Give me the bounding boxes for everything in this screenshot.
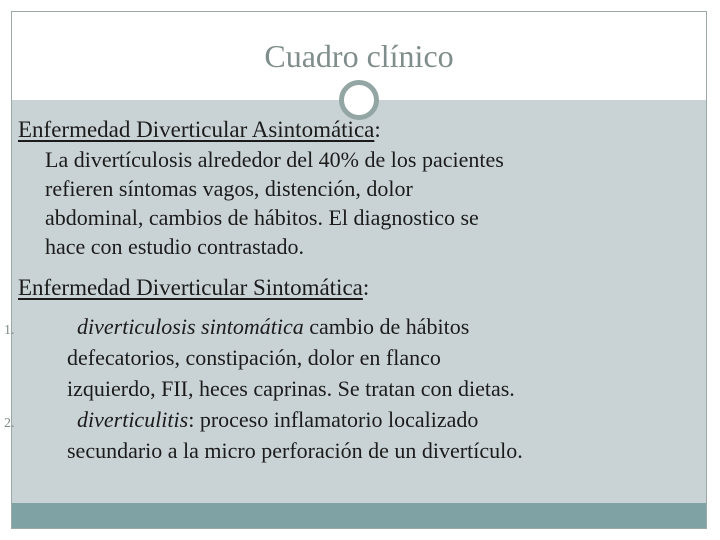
section2-heading-colon: : <box>362 275 370 300</box>
list-number: 2. <box>4 416 15 431</box>
section1-line: hace con estudio contrastado. <box>45 234 305 259</box>
list-item-term: diverticulosis sintomática <box>77 314 304 339</box>
list-item-line: defecatorios, constipación, dolor en flanco <box>67 345 441 370</box>
section1-heading-colon: : <box>374 117 381 142</box>
section1-line: refieren síntomas vagos, distención, dolor <box>45 176 413 201</box>
section1-line: La divertículosis alrededor del 40% de los pacientes <box>45 147 504 172</box>
section1-line: abdominal, cambios de hábitos. El diagnostico se <box>45 205 479 230</box>
divider-circle-ornament <box>339 80 379 120</box>
list-item-first-line <box>77 405 478 434</box>
section2-heading <box>18 275 369 301</box>
list-item-line: secundario a la micro perforación de un divertículo. <box>67 438 523 463</box>
section2-heading-text: Enfermedad Diverticular Sintomática <box>18 275 363 300</box>
list-item-term: diverticulitis <box>77 407 189 432</box>
list-item-line: izquierdo, FII, heces caprinas. Se tratan con dietas. <box>67 376 515 401</box>
section1-heading-text: Enfermedad Diverticular Asintomática <box>18 117 375 142</box>
list-number: 1. <box>4 323 15 338</box>
footer-bar <box>12 503 706 528</box>
section1-heading <box>18 117 381 143</box>
list-item-first-rest: cambio de hábitos <box>303 314 470 339</box>
section1-paragraph <box>45 145 685 261</box>
slide-title: Cuadro clínico <box>264 38 454 74</box>
list-item-first-rest: : proceso inflamatorio localizado <box>188 407 479 432</box>
list-item-first-line <box>77 312 469 341</box>
